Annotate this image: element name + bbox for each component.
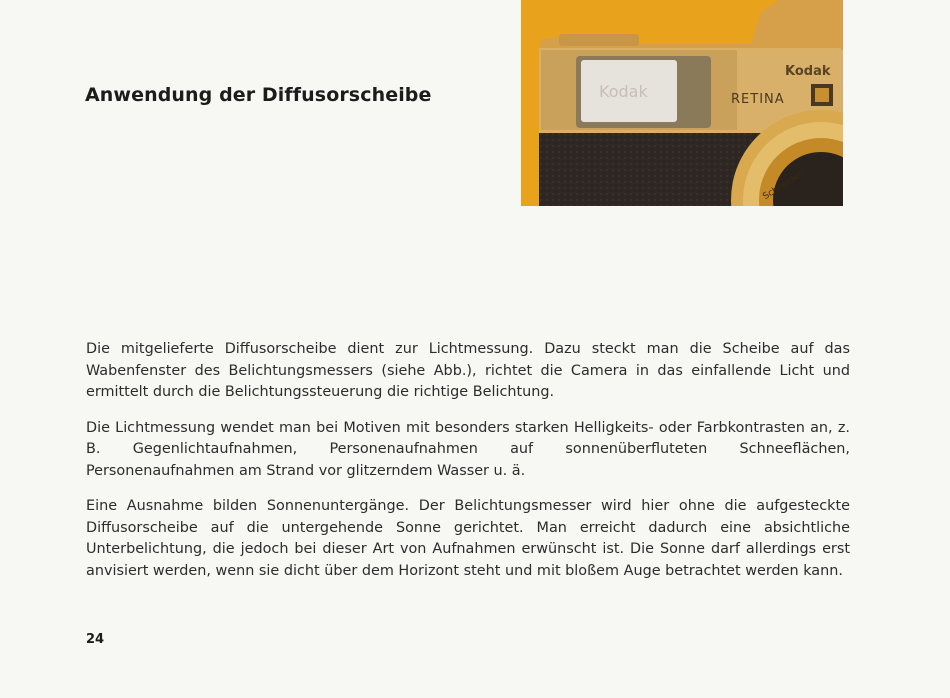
body-text (86, 339, 850, 596)
paragraph-2: Die Lichtmessung wendet man bei Motiven mit besonders starken Helligkeits- oder Farbkontrasten an, z. B. Gegenlichtaufnahmen, Personenaufnahmen auf sonnenüberfluteten Schneeflächen, Personenaufnahmen am Strand vor glitzerndem Wasser u. ä. (86, 419, 850, 479)
diffuser-label: Kodak (599, 82, 648, 101)
camera-photo (521, 0, 843, 206)
paragraph-1: Die mitgelieferte Diffusorscheibe dient zur Lichtmessung. Dazu steckt man die Scheibe auf das Wabenfenster des Belichtungsmessers (siehe Abb.), richtet die Camera in das einfallende Licht und ermittelt durch die Belichtungssteuerung die richtige Belichtung. (86, 341, 850, 400)
paragraph-3: Eine Ausnahme bilden Sonnenuntergänge. Der Belichtungsmesser wird hier ohne die aufgesteckte Diffusorscheibe auf die untergehende Sonne gerichtet. Man erreicht dadurch eine absichtliche Unterbelichtung, die jedoch bei dieser Art von Aufnahmen erwünscht ist. Die Sonne darf allerdings erst anvisiert werden, wenn sie dicht über dem Horizont steht und mit bloßem Auge betrachtet werden kann. (86, 498, 850, 579)
lens-label: Schneider (761, 169, 805, 203)
model-label: RETINA (731, 92, 785, 107)
section-heading: Anwendung der Diffusorscheibe (85, 84, 432, 106)
page-number: 24 (86, 632, 105, 647)
camera-illustration (521, 0, 843, 206)
brand-label: Kodak (785, 64, 831, 79)
